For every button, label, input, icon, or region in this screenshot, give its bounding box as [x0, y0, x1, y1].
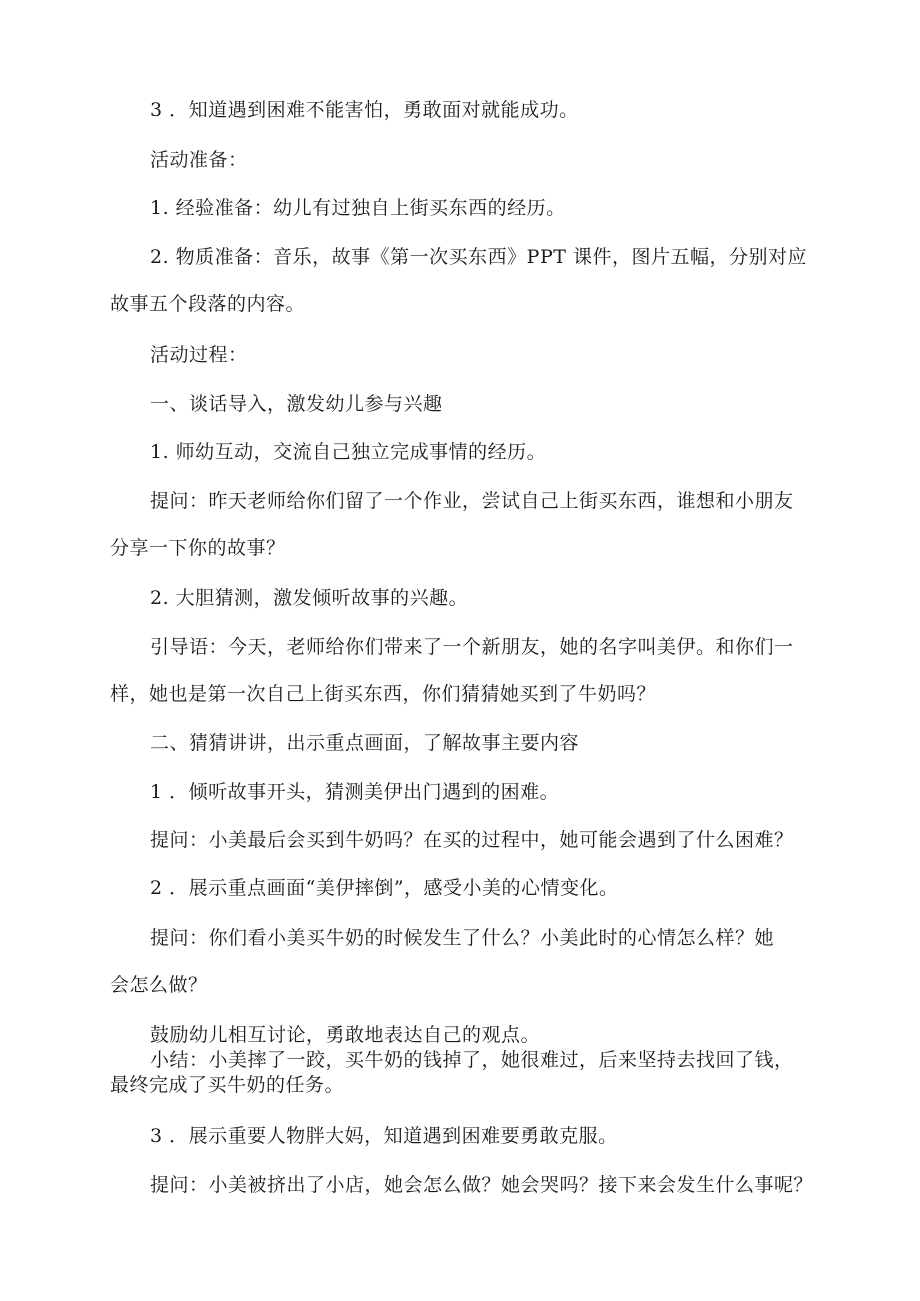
paragraph-prep-2-line1: 2. 物质准备：音乐，故事《第一次买东西》PPT 课件，图片五幅，分别对应: [150, 246, 807, 268]
paragraph-encourage: 鼓励幼儿相互讨论，勇敢地表达自己的观点。: [150, 1024, 541, 1046]
section-heading-2: 二、猜猜讲讲，出示重点画面，了解故事主要内容: [150, 732, 580, 754]
paragraph-question-4: 提问：小美被挤出了小店，她会怎么做？她会哭吗？接下来会发生什么事呢？: [150, 1174, 814, 1196]
section-heading-1: 一、谈话导入，激发幼儿参与兴趣: [150, 393, 443, 415]
paragraph-prep-1: 1. 经验准备：幼儿有过独自上街买东西的经历。: [150, 197, 566, 219]
paragraph-question-3-line1: 提问：你们看小美买牛奶的时候发生了什么？小美此时的心情怎么样？她: [150, 927, 775, 949]
paragraph-question-1-line1: 提问：昨天老师给你们留了一个作业，尝试自己上街买东西，谁想和小朋友: [150, 490, 794, 512]
paragraph-question-3-line2: 会怎么做？: [110, 974, 208, 996]
paragraph-sec-1-1: 1. 师幼互动，交流自己独立完成事情的经历。: [150, 441, 547, 463]
paragraph-guide-line1: 引导语：今天，老师给你们带来了一个新朋友，她的名字叫美伊。和你们一: [150, 636, 794, 658]
paragraph-summary-line2: 最终完成了买牛奶的任务。: [110, 1074, 345, 1096]
heading-activity-preparation: 活动准备：: [150, 149, 248, 171]
paragraph-question-2: 提问：小美最后会买到牛奶吗？在买的过程中，她可能会遇到了什么困难？: [150, 829, 794, 851]
paragraph-summary-line1: 小结：小美摔了一跤，买牛奶的钱掉了，她很难过，后来坚持去找回了钱，: [150, 1049, 794, 1071]
heading-activity-process: 活动过程：: [150, 344, 248, 366]
paragraph-sec-2-1: 1 ．倾听故事开头，猜测美伊出门遇到的困难。: [150, 781, 560, 803]
paragraph-goal-3: 3 ．知道遇到困难不能害怕，勇敢面对就能成功。: [150, 99, 579, 121]
paragraph-question-1-line2: 分享一下你的故事？: [110, 537, 286, 559]
paragraph-guide-line2: 样，她也是第一次自己上街买东西，你们猜猜她买到了牛奶吗？: [110, 683, 657, 705]
paragraph-sec-1-2: 2. 大胆猜测，激发倾听故事的兴趣。: [150, 587, 469, 609]
paragraph-sec-2-3: 3 ．展示重要人物胖大妈，知道遇到困难要勇敢克服。: [150, 1125, 618, 1147]
paragraph-prep-2-line2: 故事五个段落的内容。: [110, 293, 306, 315]
paragraph-sec-2-2: 2 ．展示重点画面“美伊摔倒”，感受小美的心情变化。: [150, 877, 619, 899]
